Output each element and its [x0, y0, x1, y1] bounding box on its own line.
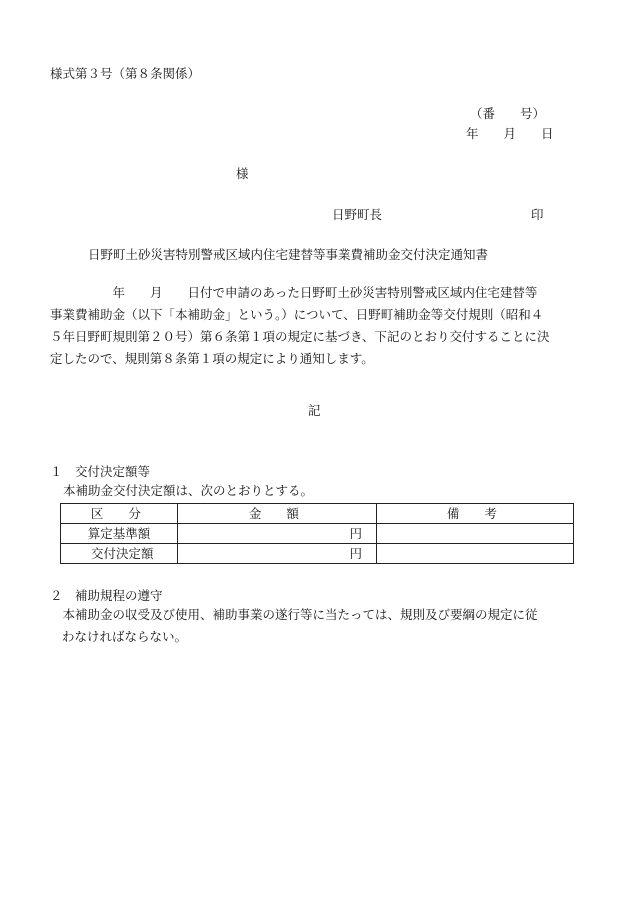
issue-date: 年 月 日 [466, 126, 554, 141]
section2-text [50, 604, 585, 648]
addressee-suffix: 様 [236, 166, 249, 181]
amount-cell [178, 524, 377, 544]
table-header-row [61, 504, 574, 524]
header-kubun: 区 分 [61, 504, 178, 524]
table-row [61, 524, 574, 544]
issuer-name: 日野町長 [332, 207, 383, 222]
body-line: ５年日野町規則第２０号）第６条第１項の規定に基づき、下記のとおり交付することに決 [50, 329, 550, 344]
section2-line: わなければならない。 [62, 629, 188, 644]
header-bikou: 備 考 [377, 504, 574, 524]
section2-heading: ２ 補助規程の遵守 [50, 588, 163, 603]
seal-mark: 印 [531, 207, 544, 222]
body-line: 定したので、規則第８条第１項の規定により通知します。 [50, 351, 374, 366]
section2-line: 本補助金の収受及び使用、補助事業の遂行等に当たっては、規則及び要綱の規定に従 [50, 607, 538, 622]
ki-marker: 記 [308, 403, 321, 418]
note-cell [377, 524, 574, 544]
section1-heading: １ 交付決定額等 [50, 464, 151, 479]
document-title: 日野町土砂災害特別警戒区域内住宅建替等事業費補助金交付決定通知書 [88, 247, 489, 262]
table-row [61, 544, 574, 564]
note-cell [377, 544, 574, 564]
document-number: （番 号） [470, 106, 546, 121]
yen-unit: 円 [349, 546, 362, 561]
form-label: 様式第３号（第８条関係） [50, 66, 201, 81]
row-label: 交付決定額 [61, 544, 178, 564]
body-line: 年 月 日付で申請のあった日野町土砂災害特別警戒区域内住宅建替等 [50, 285, 538, 300]
amount-table [60, 503, 574, 564]
row-label: 算定基準額 [61, 524, 178, 544]
amount-cell [178, 544, 377, 564]
body-paragraph [50, 282, 585, 370]
yen-unit: 円 [349, 526, 362, 541]
header-kingaku: 金 額 [178, 504, 377, 524]
body-line: 事業費補助金（以下「本補助金」という。）について、日野町補助金等交付規則（昭和４ [50, 307, 544, 322]
section1-text: 本補助金交付決定額は、次のとおりとする。 [63, 483, 314, 498]
